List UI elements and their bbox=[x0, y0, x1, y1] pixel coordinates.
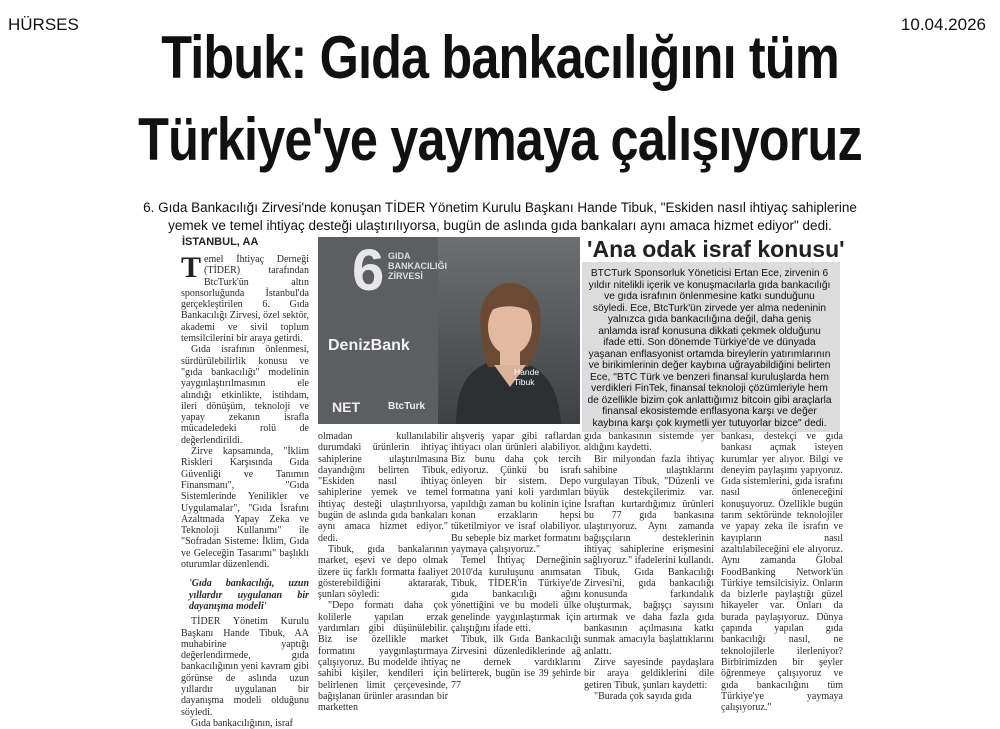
article-column-2 bbox=[318, 431, 448, 714]
subheadline-line-1: 6. Gıda Bankacılığı Zirvesi'nde konuşan TİDER Yönetim Kurulu Başkanı Hande Tibuk, "Eskiden nasıl ihtiyaç sahiplerine bbox=[143, 200, 857, 215]
paragraph: "Depo formatı daha çok kolilerle yapılan erzak yardımları gibi düşünülebilir. Biz ise özellikle market formatını yaygınlaştırmaya çalışıyoruz. Bu modelde ihtiyaç sahibi kişiler, kendileri için belirlenen limit çerçevesinde, bağışlanan ürünler arasından bir marketten bbox=[318, 600, 448, 714]
paragraph: Temel İhtiyaç Derneğinin 2010'da kuruluşunu anımsatan Tibuk, TİDER'in Türkiye'de gıda bankacılığı ağını yönettiğini ve bu modeli ülke genelinde yaygınlaştırmak için çalıştığını ifade etti. bbox=[451, 555, 581, 635]
article-column-1 bbox=[181, 251, 309, 729]
banner-number: 6 bbox=[352, 238, 385, 303]
byline: İSTANBUL, AA bbox=[182, 236, 259, 248]
banner-text: GIDA BANKACILIĞI ZİRVESİ bbox=[388, 251, 447, 281]
sponsor-logo-btcturk: BtcTurk bbox=[388, 401, 426, 412]
paragraph: "Burada çok sayıda gıda bbox=[594, 690, 692, 702]
dropcap: T bbox=[181, 251, 202, 284]
paragraph: Gıda bankacılığının, israf bbox=[191, 717, 293, 729]
paragraph: olmadan kullanılabilir durumdaki ürünlerin ihtiyaç sahiplerine ulaştırılmasına dayandığını belirten Tibuk, "Eskiden nasıl ihtiyaç sahiplerine yemek ve temel ihtiyaç desteği ulaştırılıyorsa, bugün de aslında gıda bankaları aynı amaca hizmet ediyor." dedi. bbox=[318, 431, 448, 544]
paragraph: gıda bankasının sistemde yer aldığını kaydetti. bbox=[584, 431, 714, 454]
publication-date: 10.04.2026 bbox=[900, 15, 986, 34]
sidebar-text: BTCTurk Sponsorluk Yöneticisi Ertan Ece, zirvenin 6 yıldır nitelikli içerik ve konuşmacılarla gıda bankacılığı ve gıda israfının önlenmesine katkı sunduğunu söyledi. Ece, BtcTurk'ün zirvede yer alma nedeninin yalnızca gıda bankacılığına değil, daha geniş anlamda israf konusuna dikkati çekmek olduğunu ifade etti. Son dönemde Türkiye'de ve dünyada yaşanan enflasyonist ortamda bireylerin yatırımlarının ve birikimlerinin değer kaybına uğrayabildiğini belirten Ece, "BTC Türk ve benzeri finansal kuruluşlarda hem verdikleri FinTek, finansal teknoloji çözümleriyle hem de özellikle bizim çok anlattığımız bitcoin gibi araçlarla finansal ekosistemde enflasyona karşı ve değer kaybına karşı çok kıymetli yer tutuyorlar bizce" dedi. bbox=[587, 268, 832, 429]
article-photo bbox=[318, 237, 580, 424]
headline-line-1: Tibuk: Gıda bankacılığını tüm bbox=[161, 24, 839, 91]
paragraph: Tibuk, Gıda Bankacılığı Zirvesi'ni, gıda bankacılığı konusunda farkındalık oluşturmak, bağışçı sayısını artırmak ve daha fazla gıda bankasının açılmasına katkı sunmak amacıyla başlattıklarını anlattı. bbox=[584, 566, 714, 657]
caption-line: Tibuk bbox=[514, 377, 535, 387]
speaker-portrait bbox=[436, 267, 576, 424]
paragraph: Tibuk, gıda bankalarının market, eşevi ve depo olmak üzere üç farklı formatta faaliyet gösterebildiğini aktararak, şunları söyledi: bbox=[318, 543, 448, 601]
article-column-5 bbox=[721, 431, 843, 714]
article-column-4 bbox=[584, 431, 714, 702]
paragraph: emel İhtiyaç Derneği (TİDER) tarafından BtcTurk'ün altın sponsorluğunda İstanbul'da gerçekleştirilen 6. Gıda Bankacılığı Zirvesi, özel sektör, akademi ve sivil toplum temsilcilerini bir araya getirdi. bbox=[181, 254, 309, 345]
caption-line: Hande bbox=[514, 367, 540, 377]
paragraph: Tibuk, ilk Gıda Bankacılığı Zirvesini düzenlediklerinde ağ ne dernek vardıklarını belirterek, bugün ise 39 şehirde 77 bbox=[451, 634, 581, 691]
publication-name: HÜRSES bbox=[8, 15, 79, 34]
article-column-3 bbox=[451, 431, 581, 691]
sponsor-logo-net: NET bbox=[332, 399, 360, 415]
headline-line-2: Türkiye'ye yaymaya çalışıyoruz bbox=[138, 106, 862, 173]
paragraph: TİDER Yönetim Kurulu Başkanı Hande Tibuk, AA muhabirine yaptığı değerlendirmede, gıda bankacılığının yeni kavram gibi görünse de aslında uzun yıllardır uygulanan bir dayanışma modeli olduğunu söyledi. bbox=[181, 616, 309, 718]
paragraph: Gıda israfının önlenmesi, sürdürülebilirlik konusu ve "gıda bankacılığı" modelinin yaygınlaştırılmasının ele alındığı etkinlikte, istihdam, ileri dönüşüm, teknoloji ve yapay zekanın israfla mücadeledeki rolü de değerlendirildi. bbox=[181, 344, 309, 446]
paragraph: alışveriş yapar gibi raflardan ihtiyacı olan ürünleri alabiliyor. Biz bunu daha çok tercih ediyoruz. Çünkü bu israfı önleyen bir sistem. Depo formatına yani koli yardımları yapıldığı zaman bu kolinin içine konan erzakların hepsi tüketilmiyor ve israf olabiliyor. Bu sebeple biz market formatını yaymaya çalışıyoruz." bbox=[451, 431, 581, 555]
sponsor-logo-denizbank: DenizBank bbox=[328, 337, 410, 354]
subheadline-line-2: yemek ve temel ihtiyaç desteği ulaştırılıyorsa, bugün de aslında gıda bankaları aynı amaca hizmet ediyor" dedi. bbox=[168, 218, 832, 233]
paragraph: Zirve kapsamında, "İklim Riskleri Karşısında Gıda Güvenliği ve Tanımın Finansmanı", "Gıda Sistemlerinde Yenilikler ve Uygulamalar", "Gıda İsrafını Azaltmada Yapay Zeka ve Teknoloji Kullanımı" ile "Sofradan Sisteme: İklim, Gıda ve Geleceğin Tasarımı" başlıklı oturumlar düzenlendi. bbox=[181, 446, 309, 571]
sidebar-title: 'Ana odak israf konusu' bbox=[587, 236, 845, 262]
paragraph: bankası, destekçi ve gıda bankası açmak isteyen kurumlar yer alıyor. Bilgi ve deneyim paylaşımı yapıyoruz. Gıda sistemlerini, gıda israfını nasıl önleneceğini konuşuyoruz. Özellikle bugün tarım sektöründe teknolojiler ve yapay zeka ile israfın ve kayıpların nasıl azaltılabileceğini ele alıyoruz. Aynı zamanda Global FoodBanking Network'ün Türkiye temsilcisiyiz. Onların da bizlerle paylaştığı güzel hikayeler var. Onları da burada paylaşıyoruz. Dünya çapında yapılan gıda bankacılığı nasıl, ne teknolojilerle ilerleniyor? Birbirimizden bir şeyler öğrenmeye çalışıyoruz ve gıda bankacılığını tüm Türkiye'ye yaymaya çalışıyoruz." bbox=[721, 431, 843, 714]
paragraph: Bir milyondan fazla ihtiyaç sahibine ulaştıklarını vurgulayan Tibuk, "Düzenli ve büyük destekçilerimiz var. İsraftan kurtardığımız ürünleri bu 77 gıda bankasına ulaştırıyoruz. Aynı zamanda bağışçıların desteklerinin ihtiyaç sahiplerine erişmesini sağlıyoruz." ifadelerini kullandı. bbox=[584, 453, 714, 567]
paragraph: Zirve sayesinde paydaşlara bir araya geldiklerini dile getiren Tibuk, şunları kaydetti: bbox=[584, 656, 714, 691]
photo-caption bbox=[514, 367, 539, 387]
section-heading: 'Gıda bankacılığı, uzun yıllardır uygulanan bir dayanışma modeli' bbox=[189, 578, 309, 612]
